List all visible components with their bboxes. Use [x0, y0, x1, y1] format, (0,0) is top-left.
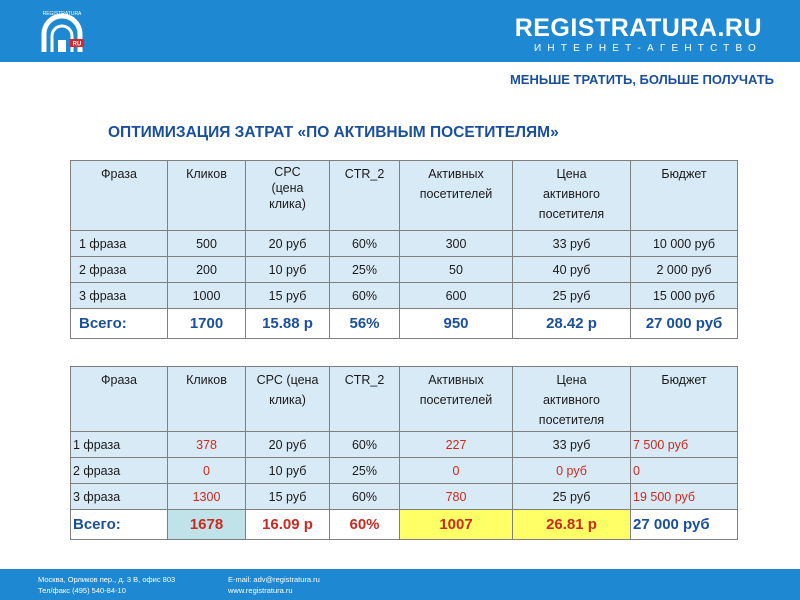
total-active-visitors: 950: [400, 309, 513, 339]
logo-badge: RU: [72, 41, 82, 48]
cost-table-before: [70, 160, 738, 339]
header-bar: [0, 0, 800, 62]
col-header-cpc-text: CPC (цена клика): [269, 165, 306, 211]
footer-website: www.registratura.ru: [228, 586, 293, 595]
logo-icon: [34, 6, 90, 58]
col-header-ctr: CTR_2: [330, 367, 400, 432]
cell-ctr: 25%: [330, 458, 400, 484]
page-title: ОПТИМИЗАЦИЯ ЗАТРАТ «ПО АКТИВНЫМ ПОСЕТИТЕЛЯМ»: [108, 124, 559, 141]
total-clicks: 1678: [168, 510, 246, 540]
footer-phone: Тел/факс (495) 540-84-10: [38, 586, 126, 595]
table-total-row: [71, 510, 738, 540]
cell-clicks: 0: [168, 458, 246, 484]
cell-cpc: 15 руб: [246, 283, 330, 309]
total-budget: 27 000 руб: [631, 309, 738, 339]
col-header-active-visitors-text: Активных посетителей: [419, 167, 493, 201]
cell-cpc: 10 руб: [246, 458, 330, 484]
table-header-row: [71, 367, 738, 432]
cell-ctr: 60%: [330, 231, 400, 257]
col-header-cpc: [246, 161, 330, 231]
cell-clicks: 378: [168, 432, 246, 458]
table-total-row: [71, 309, 738, 339]
cell-active-visitors: 300: [400, 231, 513, 257]
cell-visitor-price: 25 руб: [513, 283, 631, 309]
cell-clicks: 1000: [168, 283, 246, 309]
cell-budget: 19 500 руб: [631, 484, 738, 510]
col-header-clicks: Кликов: [168, 367, 246, 432]
total-visitor-price: 26.81 р: [513, 510, 631, 540]
total-cpc: 15.88 р: [246, 309, 330, 339]
col-header-visitor-price-text: Цена активного посетителя: [538, 373, 605, 427]
table-row: [71, 432, 738, 458]
total-label: Всего:: [71, 510, 168, 540]
cell-phrase: 1 фраза: [71, 432, 168, 458]
table-row: [71, 231, 738, 257]
table-row: [71, 458, 738, 484]
cell-visitor-price: 33 руб: [513, 432, 631, 458]
cell-active-visitors: 227: [400, 432, 513, 458]
cell-ctr: 60%: [330, 432, 400, 458]
col-header-visitor-price-text: Цена активного посетителя: [538, 167, 605, 221]
slogan: МЕНЬШЕ ТРАТИТЬ, БОЛЬШЕ ПОЛУЧАТЬ: [509, 72, 774, 87]
cell-ctr: 60%: [330, 283, 400, 309]
col-header-active-visitors-text: Активных посетителей: [419, 373, 493, 407]
cell-cpc: 20 руб: [246, 231, 330, 257]
table-row: [71, 283, 738, 309]
cell-cpc: 10 руб: [246, 257, 330, 283]
total-clicks: 1700: [168, 309, 246, 339]
table-row: [71, 257, 738, 283]
cell-visitor-price: 40 руб: [513, 257, 631, 283]
total-active-visitors: 1007: [400, 510, 513, 540]
cell-visitor-price: 33 руб: [513, 231, 631, 257]
cell-phrase: 2 фраза: [71, 257, 168, 283]
logo-text: REGISTRATURA: [42, 11, 82, 17]
total-ctr: 56%: [330, 309, 400, 339]
cell-ctr: 25%: [330, 257, 400, 283]
col-header-phrase: Фраза: [71, 161, 168, 231]
cell-cpc: 20 руб: [246, 432, 330, 458]
footer-email: E-mail: adv@registratura.ru: [228, 575, 320, 584]
col-header-visitor-price: [513, 161, 631, 231]
total-label: Всего:: [71, 309, 168, 339]
cell-phrase: 2 фраза: [71, 458, 168, 484]
cell-clicks: 500: [168, 231, 246, 257]
col-header-budget: Бюджет: [631, 367, 738, 432]
total-budget: 27 000 руб: [631, 510, 738, 540]
total-cpc: 16.09 р: [246, 510, 330, 540]
brand-tagline: ИНТЕРНЕТ-АГЕНТСТВО: [534, 43, 762, 54]
cell-budget: 7 500 руб: [631, 432, 738, 458]
cell-phrase: 3 фраза: [71, 283, 168, 309]
cell-budget: 10 000 руб: [631, 231, 738, 257]
col-header-clicks: Кликов: [168, 161, 246, 231]
col-header-ctr: CTR_2: [330, 161, 400, 231]
footer-bar: [0, 569, 800, 600]
cell-phrase: 3 фраза: [71, 484, 168, 510]
total-visitor-price: 28.42 р: [513, 309, 631, 339]
total-ctr: 60%: [330, 510, 400, 540]
table-header-row: [71, 161, 738, 231]
cell-ctr: 60%: [330, 484, 400, 510]
cell-budget: 2 000 руб: [631, 257, 738, 283]
footer-address: Москва, Орликов пер., д. 3 В, офис 803: [38, 575, 176, 584]
cell-visitor-price: 25 руб: [513, 484, 631, 510]
cell-clicks: 200: [168, 257, 246, 283]
col-header-phrase: Фраза: [71, 367, 168, 432]
col-header-visitor-price: [513, 367, 631, 432]
col-header-active-visitors: [400, 367, 513, 432]
table-row: [71, 484, 738, 510]
cell-clicks: 1300: [168, 484, 246, 510]
cost-table-optimized: [70, 366, 738, 540]
col-header-active-visitors: [400, 161, 513, 231]
cell-visitor-price: 0 руб: [513, 458, 631, 484]
cell-active-visitors: 780: [400, 484, 513, 510]
col-header-budget: Бюджет: [631, 161, 738, 231]
brand-name: REGISTRATURA.RU: [514, 14, 762, 42]
cell-cpc: 15 руб: [246, 484, 330, 510]
cell-budget: 0: [631, 458, 738, 484]
cell-active-visitors: 50: [400, 257, 513, 283]
cell-active-visitors: 0: [400, 458, 513, 484]
cell-phrase: 1 фраза: [71, 231, 168, 257]
cell-budget: 15 000 руб: [631, 283, 738, 309]
col-header-cpc: CPC (цена клика): [246, 367, 330, 432]
cell-active-visitors: 600: [400, 283, 513, 309]
